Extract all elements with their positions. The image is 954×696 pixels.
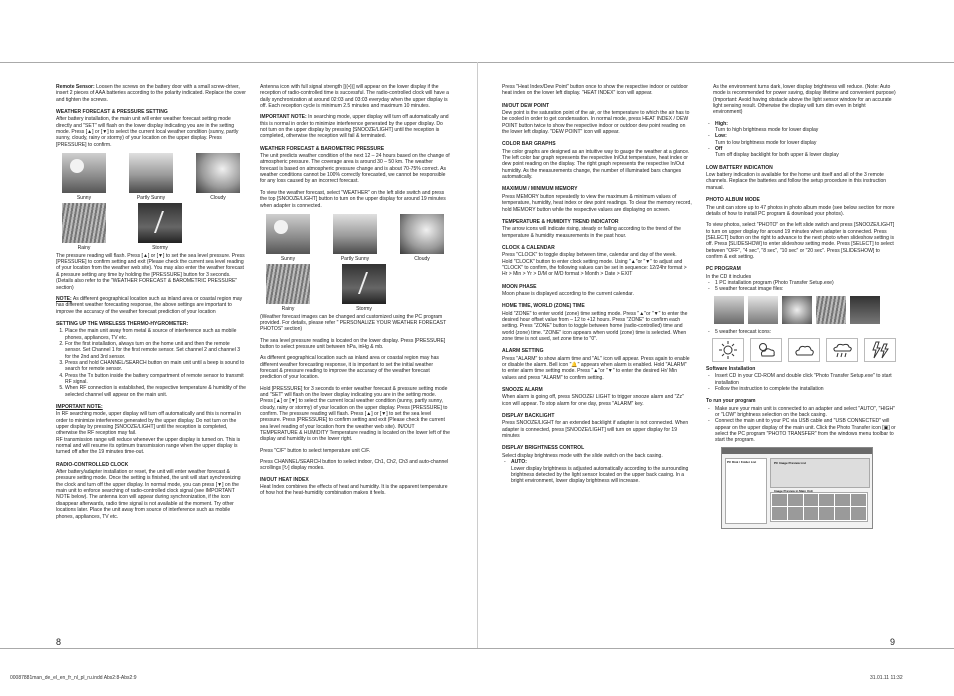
weather-image-row-2: [56, 203, 246, 251]
radio-clock-text: After battery/adapter installation or reset, the unit will enter weather forecast & pressure setting mode. Once the setting is finished, the unit will start synchronizing the clock and turn off the upper display. In normal mode, you can press [▼] on the main unit to enforce searching of radio-controlled clock signal (see IMPORTANT NOTE below). The antenna icon will appear during synchronization, if the icon disappear afterwards, radio time signal is not available at the moment. Try other locations later. Place the unit away from source of interference such as mobile phones, appliances, TV etc.: [56, 469, 241, 520]
software-screenshot: [721, 447, 873, 529]
caption-rainy: Rainy: [77, 245, 91, 252]
main-unit-preview-label: Image Preview in Main Unit: [774, 488, 813, 493]
rainy-photo: [62, 203, 106, 243]
partly-sunny-photo: [333, 214, 377, 254]
snooze-heading: SNOOZE ALARM: [502, 387, 543, 394]
forecast-image-sunny: [714, 296, 744, 324]
weather-rainy: [56, 203, 112, 251]
caption-sunny: Sunny: [76, 195, 92, 202]
sunny-photo: [62, 153, 106, 193]
clock-text-2: Hold "CLOCK" button to enter clock setting mode. Using "▲"or "▼" to adjust and "CLOCK" to confirm, the following values can be set in sequence: 12/24hr format > Hr > Min > Yr > D/M or M/D format > Month > Date > EXIT: [502, 258, 687, 278]
column-2: [260, 84, 450, 502]
remote-sensor-label: Remote Sensor:: [56, 84, 95, 90]
moon-phase-text: Moon phase is displayed according to the current calendar.: [502, 290, 634, 297]
caption-partly-sunny: Partly Sunny: [340, 255, 370, 262]
folder-list-label: PC Disk / Folder List: [727, 459, 757, 464]
wireless-step: 1. Place the main unit away from metal & source of interference such as mobile phones, appliances, TV etc.: [65, 328, 246, 341]
weather-image-row-4: [260, 264, 450, 312]
wireless-step: 4. Press the Tx button inside the battery compartment of remote sensor to transmit RF signal.: [65, 373, 246, 386]
channel-text: Press CHANNEL/SEARCH button to select indoor, Ch1, Ch2, Ch3 and auto-channel scrollings [↻] display modes.: [260, 459, 449, 472]
forecast-barometric-heading: WEATHER FORECAST & BAROMETRIC PRESSURE: [260, 145, 385, 152]
low-battery-text: Low battery indication is available for the home unit itself and all of the 3 remote channels. Replace the batteries and follow the setup procedure in this instruction manual.: [706, 172, 887, 191]
run-program-steps: [706, 406, 896, 444]
footer-date: 31.01.11 11:32: [870, 675, 903, 681]
trend-heading: TEMPERATURE & HUMIDITY TREND INDICATOR: [502, 218, 619, 225]
cloudy-photo: [196, 153, 240, 193]
high-text: Turn to high brightness mode for lower display: [715, 127, 819, 134]
low-text: Turn to low brightness mode for lower display: [715, 139, 817, 146]
important-note-heading: IMPORTANT NOTE:: [56, 404, 103, 410]
remote-sensor-paragraph: [56, 84, 246, 103]
world-time-text: Hold "ZONE" to enter world (zone) time setting mode. Press "▲"or "▼" to enter the desired hour offset value from – 12 to +12 hours. Press "ZONE" to confirm each setting. Press "ZONE" button to toggle between home (radio-controlled) time and world (zone) time. "ZONE" icon appears when world (zone) time is selected. When zone time is not used, set zone time to "0".: [502, 310, 688, 342]
pressure-text: The pressure reading will flash. Press [▲] or [▼] to set the sea level pressure. Press [PRESSURE] to confirm setting and exit (Please check the current sea level reading of your location from the weather web site). You may also enter the weather forecast & pressure setting any time by holding the [PRESSURE] button for 3 seconds. (Details also refer to the "WEATHER FORECAST & BAROMETRIC PRESSURE" section): [56, 252, 245, 291]
important-note-paragraph: [260, 114, 450, 139]
sea-level-text: The sea level pressure reading is located on the lower display. Press [PRESSURE] button to select pressure unit between hPa, inHg & mb.: [260, 337, 446, 350]
forecast-image-rainy: [816, 296, 846, 324]
antenna-text: Antenna icon with full signal strength [((•))] will appear on the lower display if the reception of radio-controlled time is successful. The radio-controlled clock will have a daily synchronization at around 02:03 and 03:03 everyday when the upper display is off. Each reception cycle is minimum 2.5 minutes and maximum 10 minutes.: [260, 84, 449, 110]
pc-item: - 1 PC installation program (Photo Transfer Setup.exe): [715, 280, 896, 286]
software-folder-list: [725, 458, 767, 524]
photo-album-text: The unit can store up to 47 photos in photo album mode (see below section for more details of how to install PC program & download your photos).: [706, 204, 895, 217]
stormy-photo: [138, 203, 182, 243]
alarm-heading: ALARM SETTING: [502, 348, 544, 355]
view-forecast-text: To view the weather forecast, select "WEATHER" on the left slide switch and press the top [SNOOZE/LIGHT] button to turn on the upper display for around 19 minutes when adapter is connected.: [260, 189, 446, 209]
color-bar-text: The color graphs are designed as an intuitive way to gauge the weather at a glance. The left color bar graph represents the respective In/Out temperature, heat index or dew point reading on the display. The right graph represents the respective In/Out humidity. As the measurements change, the number of illuminated bars changes automatically.: [502, 148, 690, 181]
brightness-modes: [706, 121, 896, 159]
footer-file: 00087881man_de_el_en_fr_nl_pl_ru.indd Abs2:8-Abs2:9: [10, 675, 137, 681]
note-label: NOTE:: [56, 295, 72, 302]
photo-album-heading: PHOTO ALBUM MODE: [706, 197, 760, 204]
pc-program-heading: PC PROGRAM: [706, 266, 741, 273]
wireless-step: 3. Press and hold CHANNEL/SEARCH button on main unit until a beep is sound to search for remote sensor.: [65, 360, 246, 373]
auto-text: Lower display brightness is adjusted automatically according to the surrounding brightness detected by the light sensor located on the upper back casing. In a bright environment, lower display brightness will increase.: [511, 465, 689, 485]
install-step: - Follow the instruction to complete the installation: [715, 386, 896, 392]
photo-album-text-2: To view photos, select "PHOTO" on the left slide switch and press [SNOOZE/LIGHT] to turn on upper display for around 19 minutes when adapter is connected. Press [SELECT] button on the right to advance to the next photo when slideshow setting is off. Press [SLIDESHOW] to enter slideshow setting mode. Press [SELECT] to select between "OFF", "4 sec", "8 sec", "10 sec" or "20 sec". Press [SLIDESHOW] to confirm & exit setting.: [706, 222, 895, 260]
caption-cloudy: Cloudy: [210, 195, 226, 202]
snooze-text: When alarm is going off, press SNOOZE/ LIGHT to trigger snooze alarm and "Zz" icon will appear. To stop alarm for one day, press "ALARM" key.: [502, 394, 684, 407]
auto-label: AUTO:: [511, 459, 527, 466]
weather-partly-sunny: [327, 214, 383, 262]
weather-rainy: [260, 264, 316, 312]
forecast-barometric-text: The unit predicts weather condition of the next 12 – 24 hours based on the change of atmospheric pressure. The coverage area is around 30 – 50 km. The weather forecast is based on atmospheric pressure change and is about 70-75% correct. As weather conditions cannot be 100% correctly forecasted, we cannot be responsible for any loss caused by an incorrect forecast.: [260, 153, 450, 185]
forecast-image-cloudy: [782, 296, 812, 324]
off-item: [715, 146, 896, 159]
wireless-step: 5. When RF connection is established, the respective temperature & humidity of the selected channel will appear on the main unit.: [65, 385, 246, 398]
run-program-heading: To run your program: [706, 398, 756, 405]
icons-item: - 5 weather forecast icons:: [715, 329, 896, 335]
pc-items: [706, 280, 896, 293]
heat-index-text: Heat Index combines the effects of heat and humidity. It is the apparent temperature of how hot the heat-humidity combination makes it feels.: [260, 484, 448, 497]
weather-partly-sunny: [123, 153, 179, 201]
cloudy-photo: [400, 214, 444, 254]
high-item: [715, 121, 896, 134]
pc-item: - 5 weather forecast image files:: [715, 286, 896, 292]
pc-intro: In the CD it includes: [706, 273, 752, 280]
dew-point-heading: IN/OUT DEW POINT: [502, 102, 550, 109]
low-label: Low:: [715, 133, 727, 140]
important-note-label: IMPORTANT NOTE:: [260, 114, 307, 121]
clock-calendar-heading: CLOCK & CALENDAR: [502, 244, 555, 251]
weather-cloudy: [394, 214, 450, 262]
auto-continued: As the environment turns dark, lower display brightness will reduce. (Note: Auto mode is recommended for power saving, display lifetime and convenient purpose) (Important: Avoid having obstacle above the light sensor window for an accurate light sensing result. Otherwise the display will turn dim even in bright environment): [713, 84, 896, 116]
run-step: - Make sure your main unit is connected to an adapter and select "AUTO", "HIGH" or "LOW" brightness selection on the back casing.: [715, 406, 896, 419]
preview-list-label: PC Image Preview List: [774, 460, 807, 465]
important-note-text: In RF searching mode, upper display will turn off automatically and this is normal in order to minimize interference generated by the upper display. Do not turn on the upper display by pressing [SNOOZE/LIGHT] until the reception is completed, otherwise the RF reception may fail.: [56, 411, 242, 437]
weather-cloudy: [190, 153, 246, 201]
important-note-text-2: RF transmission range will reduce whenever the upper display is turned on. This is normal and will resume its optimum transmission range when the upper display is turned off after the 19 minutes time-out.: [56, 436, 241, 456]
sun-icon: [712, 338, 744, 362]
weather-image-row-1: [56, 153, 246, 201]
brightness-list: [502, 459, 692, 484]
partly-sunny-photo: [129, 153, 173, 193]
software-thumbnails: [770, 492, 868, 522]
personalize-text: (Weather forecast images can be changed and customized using the PC program provided. For details, please refer " PERSONALIZE YOUR WEATHER FORECAST PHOTOS" section): [260, 313, 447, 333]
off-label: Off: [715, 146, 723, 153]
caption-rainy: Rainy: [281, 306, 295, 313]
dew-point-text: Dew point is the saturation point of the air, or the temperature to which the air has to be cooled in order to get condensation. In normal mode, press HEAT INDEX / DEW POINT button twice to show the respective indoor or outdoor dew point reading on the lower left display. "DEW POINT" icon will appear.: [502, 110, 690, 136]
icons-list: [706, 329, 896, 335]
run-step: - Connect the main unit to your PC via USB cable and "USB CONNECTED" will appear on the upper display of the main unit. Click the Photo Transfer icon [▣] or select the PC program "PHOTO TRANSFER" from the windows menu toolbar to start the program.: [715, 418, 896, 443]
page-number-left: 8: [56, 637, 62, 647]
remote-sensor-text: Loosen the screws on the battery door with a small screw-driver, insert 2 pieces of AAA batteries according to the polarity indicated. Replace the cover and tighten the screws.: [56, 84, 246, 103]
stormy-photo: [342, 264, 386, 304]
forecast-image-strip: [706, 296, 896, 324]
trim-line-bottom: [0, 648, 954, 649]
hold-pressure-text: Hold [PRESSURE] for 3 seconds to enter weather forecast & pressure setting mode and "SET" will flash on the lower display indicating you are in the setting mode. Press [▲] or [▼] to select the current local weather condition (sunny, partly sunny, cloudy, rainy or stormy) of your location on the upper display. Press [PRESSURE] to confirm. The pressure reading will flash. Press [▲] or [▼] to set the sea level pressure. Press [PRESSURE] to confirm setting and exit (Please check the current sea level reading of your location from the weather web site). IN/OUT TEMPERATURE & HUMIDITY Temperature reading is located on the lower left of the display and humidity is on the lower right.: [260, 385, 450, 443]
caption-sunny: Sunny: [280, 255, 296, 262]
brightness-text: Select display brightness mode with the slide switch on the back casing.: [502, 452, 663, 459]
world-time-heading: HOME TIME, WORLD (ZONE) TIME: [502, 303, 585, 310]
low-battery-heading: LOW BATTERY INDICATION: [706, 164, 773, 171]
cloud-icon: [788, 338, 820, 362]
forecast-icon-row: [706, 338, 896, 362]
radio-clock-heading: RADIO-CONTROLLED CLOCK: [56, 461, 129, 468]
heat-index-heading: IN/OUT HEAT INDEX: [260, 476, 309, 483]
heat-index-cont: Press "Heat Index/Dew Point" button once to show the respective indoor or outdoor heat index on the lower left display. "HEAT INDEX" icon will appear.: [502, 84, 688, 97]
color-bar-heading: COLOR BAR GRAPHS: [502, 141, 556, 148]
rain-icon: [826, 338, 858, 362]
column-1: [56, 84, 246, 525]
low-item: [715, 133, 896, 146]
wireless-steps: [56, 328, 246, 398]
clock-text: Press "CLOCK" to toggle display between time, calendar and day of the week.: [502, 252, 677, 259]
weather-forecast-heading: WEATHER FORECAST & PRESSURE SETTING: [56, 109, 168, 116]
caption-stormy: Stormy: [152, 245, 168, 252]
weather-stormy: [132, 203, 188, 251]
caption-stormy: Stormy: [356, 306, 372, 313]
caption-cloudy: Cloudy: [414, 255, 430, 262]
weather-sunny: [260, 214, 316, 262]
weather-forecast-text: After battery installation, the main unit will enter weather forecast setting mode directly and "SET" will flash on the lower display indicating you are in the setting mode. Press [▲] or [▼] to select the current local weather condition (sunny, partly sunny, cloudy, rainy or stormy) of your location on the upper display. Press [PRESSURE] to confirm.: [56, 116, 239, 148]
auto-item: [511, 459, 692, 484]
sunny-photo: [266, 214, 310, 254]
software-titlebar: [722, 448, 872, 454]
geo-text: As different geographical location such as inland area or coastal region may has different weather forecasting response, it is important to set the initial weather forecast & pressure reading to improve the accuracy of the weather forecast prediction of your location.: [260, 355, 439, 381]
page-number-right: 9: [890, 637, 896, 647]
alarm-text: Press "ALARM" to show alarm time and "AL" icon will appear. Press again to enable or disable the alarm. Bell icon "🔔" appears when alarm is enabled. Hold "ALARM" to enter alarm time setting mode. Press "▲"or "▼" to enter the desired Hr/ Min values and press "ALARM" to confirm setting.: [502, 355, 690, 381]
trend-text: The arrow icons will indicate rising, steady or falling according to the trend of the temperature & humidity measurements in the past hour.: [502, 226, 681, 239]
max-min-heading: MAXIMUM / MINIMUM MEMORY: [502, 186, 578, 193]
partly-sunny-icon: [750, 338, 782, 362]
brightness-heading: DISPLAY BRIGHTNESS CONTROL: [502, 445, 585, 452]
backlight-heading: DISPLAY BACKLIGHT: [502, 413, 555, 420]
weather-stormy: [336, 264, 392, 312]
backlight-text: Press SNOOZE/LIGHT for an extended backlight if adapter is not connected. When adapter is connected, press [SNOOZE/LIGHT] will turn on upper display for 19 minutes: [502, 420, 689, 440]
software-install-steps: [706, 373, 896, 392]
wireless-step: 2. For the first installation, always turn on the home unit and then the remote sensor. Set Channel 1 for the first remote sensor. Set channel 2 and channel 3 for the 2nd and 3rd sensor.: [65, 341, 246, 360]
column-3: [502, 84, 692, 489]
rainy-photo: [266, 264, 310, 304]
caption-partly-sunny: Partly Sunny: [136, 195, 166, 202]
moon-phase-heading: MOON PHASE: [502, 283, 537, 290]
max-min-text: Press MEMORY button repeatedly to view the maximum & minimum values of temperature, humidity, heat index or dew point readings. To clear the memory record, hold MEMORY button while the respective values are displaying on screen.: [502, 193, 692, 213]
software-install-heading: Software Installation: [706, 365, 756, 372]
weather-image-row-3: [260, 214, 450, 262]
forecast-image-partly-sunny: [748, 296, 778, 324]
lightning-icon: [864, 338, 896, 362]
cf-text: Press "C/F" button to select temperature unit C/F.: [260, 447, 371, 454]
wireless-heading: SETTING UP THE WIRELESS THERMO-HYGROMETER:: [56, 320, 189, 327]
important-note-body: In searching mode, upper display will turn off automatically and this is normal in order to minimize interference generated by the upper display. Do not turn on the upper display by pressing [SNOOZE/LIGHT] until the reception is completed, otherwise the reception will fail & terminated.: [260, 114, 449, 140]
note-paragraph: [56, 296, 246, 315]
fold-line: [477, 62, 478, 648]
high-label: High:: [715, 120, 728, 127]
forecast-image-stormy: [850, 296, 880, 324]
install-step: - Insert CD in your CD-ROM and double click "Photo Transfer Setup.exe" to start installation: [715, 373, 896, 386]
weather-sunny: [56, 153, 112, 201]
column-4: [706, 84, 896, 529]
off-text: Turn off display backlight for both upper & lower display: [715, 152, 839, 159]
note-text: As different geographical location such as inland area or coastal region may has different weather forecasting response, the above settings are important to improve the accuracy of the weather forecast prediction of your location: [56, 295, 243, 315]
